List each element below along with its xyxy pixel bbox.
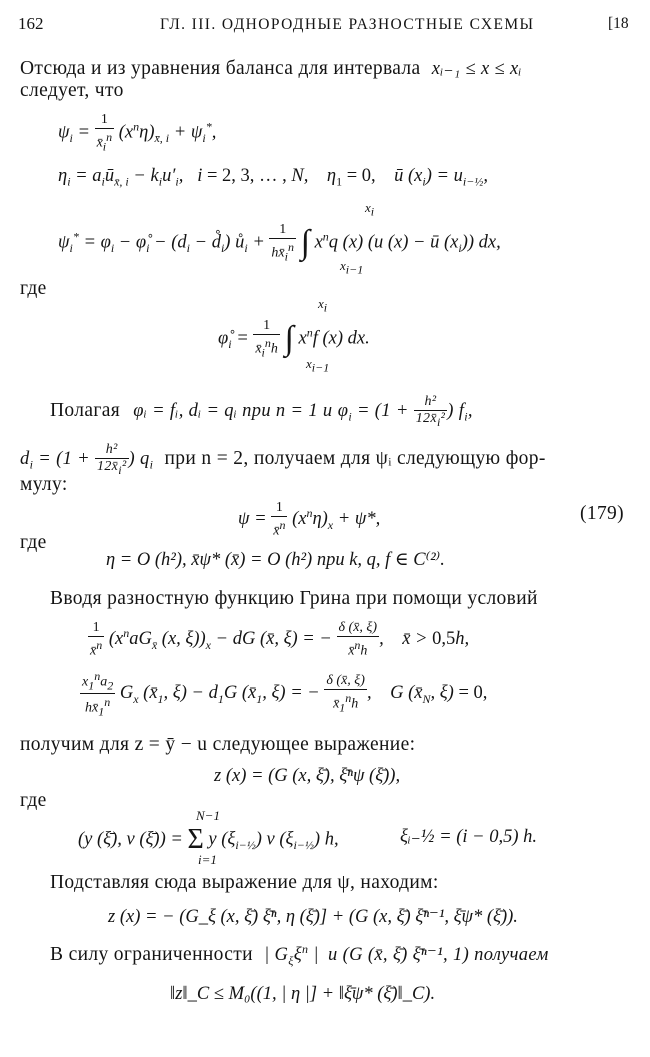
sum-upper-limit: N−1 (196, 808, 220, 823)
where-label-1: где (20, 278, 47, 299)
paragraph-4: получим для z = ȳ − u следующее выражение: (20, 734, 416, 755)
inline-formula: и (G (x̄, ξ̄) ξ̄ⁿ⁻¹, 1) получаем (328, 945, 549, 966)
equation-phi-circle: $\varphi̊_i$ = $\frac{1}{x̄_i^nh}$ ∫ $x^nf$ (x) dx. (218, 318, 370, 360)
sum-lower-limit: i=1 (198, 852, 217, 867)
chapter-title: ГЛ. III. ОДНОРОДНЫЕ РАЗНОСТНЫЕ СХЕМЫ (160, 16, 535, 33)
inner-product-lhs: (y (ξ̄), v (ξ̄)) = (78, 829, 183, 850)
integral-lower-limit: $x_{i-1}$ (306, 356, 330, 375)
equation-green-2: $\frac{x_1^na_2}{hx̄_1^n}$ $G_x$ ($x̄_1$, $\xi) - d_1G$ ($x̄_1$, ξ) = − $\frac{\delta (x̄, \xi)}{x̄_1^nh}$ , G ($x̄_N$, ξ) = 0, (82, 669, 488, 719)
where-label-3: где (20, 790, 47, 811)
inline-formula: φᵢ = fᵢ, dᵢ = qᵢ при n = 1 и (133, 401, 333, 422)
paragraph-1-line-1 (20, 58, 522, 80)
page-number: 162 (18, 14, 44, 33)
paragraph-6 (50, 942, 549, 969)
equation-z-def: z (x) = (G (x, ξ̄), ξ̄ⁿψ (ξ̄)), (214, 766, 401, 786)
equation-green-1: $\frac{1}{x̄^n}$ ($x^naG_{x̄}$ (x, $\xi))_x$ − dG (x̄, ξ) = − $\frac{\delta (x̄, \xi)}{x̄^nh}$ , x̄ > 0,5h, (90, 620, 470, 659)
paragraph-5: Подставляя сюда выражение для ψ, находим: (50, 872, 439, 893)
paragraph-text: Отсюда и из уравнения баланса для интервала (20, 58, 421, 79)
paragraph-2-line-3: мулу: (20, 474, 68, 495)
interval-formula: xᵢ₋₁ ≤ x ≤ xᵢ (431, 59, 522, 79)
paragraph-3: Вводя разностную функцию Грина при помощи условий (50, 588, 538, 609)
equation-179: ψ = $\frac{1}{x̄^n}$ $(x^n\eta)_x + \psi*$, (238, 500, 381, 539)
paragraph-text: В силу ограниченности (50, 944, 253, 966)
integral-lower-limit: $x_{i-1}$ (340, 258, 364, 277)
paragraph-2-line-1 (50, 394, 473, 430)
equation-xi-def: ξᵢ₋½ = (i − 0,5) h. (400, 827, 538, 847)
inline-formula: $\varphi_i = (1$ + $\frac{\text{h²}}{12x̄_i^2}$ ) $f_i$, (337, 394, 473, 429)
paragraph-text: при n = 2, получаем для ψᵢ следующую фор- (164, 448, 546, 470)
equation-z-result: z (x) = − (G_ξ (x, ξ̄) ξ̄ⁿ, η (ξ̄)] + (G (x, ξ̄) ξ̄ⁿ⁻¹, ξ̄ψ* (ξ̄)). (108, 907, 518, 927)
equation-final-norm: ‖z‖_C ≤ M₀((1, | η |] + ‖ξ̄ψ* (ξ̄)‖_C). (170, 984, 436, 1004)
where-label-2: где (20, 532, 47, 553)
equation-o-estimate: η = O (h²), x̄ψ* (x̄) = O (h²) при k, q, f ∈ C⁽²⁾. (106, 550, 445, 570)
equation-psi-star: $\psi_i^* = \varphi_i$ − $\varphi̊_i - (d_i$ − $d̊_i$) $ů_i$ + $\frac{1}{hx̄_i^n}$ ∫ $x^nq$ (x) (u (x) − ū $(x_i)$) dx, (58, 222, 501, 264)
inline-formula: | $G_\xi\xi^n$ | (264, 942, 319, 968)
paragraph-text: Полагая (50, 400, 121, 422)
equation-number: (179) (580, 503, 624, 524)
inline-formula: $d_i = (1$ + $\frac{\text{h²}}{12x̄_i^2}$ ) $q_i$ (20, 442, 154, 477)
equation-inner-product: (y (ξ̄), v (ξ̄)) = Σ y $(\xi_{i-\frac{1}{2}})$ v $(\xi_{i-\frac{1}{2}})$ h, (78, 824, 339, 855)
equation-eta-i: $\eta_i$ = $a_iū_{x̄, i} - k_iu'_i$, i = 2, 3, … , N, $\eta_1 = 0$, ū $(x_i) = u_{i-\frac{1}{2}}$, (58, 166, 488, 189)
paragraph-1-line-2: следует, что (20, 80, 124, 101)
paragraph-2-line-2 (20, 442, 546, 478)
header-section-mark: [18 (608, 15, 629, 32)
equation-psi-i: $\psi_i$ = $\frac{1}{x̄_i^n}$ $(x^n\eta)_{x̄, i} + \psi_i^*$, (58, 112, 217, 154)
integral-upper-limit: $x_i$ (318, 296, 328, 315)
integral-upper-limit: $x_i$ (365, 200, 375, 219)
